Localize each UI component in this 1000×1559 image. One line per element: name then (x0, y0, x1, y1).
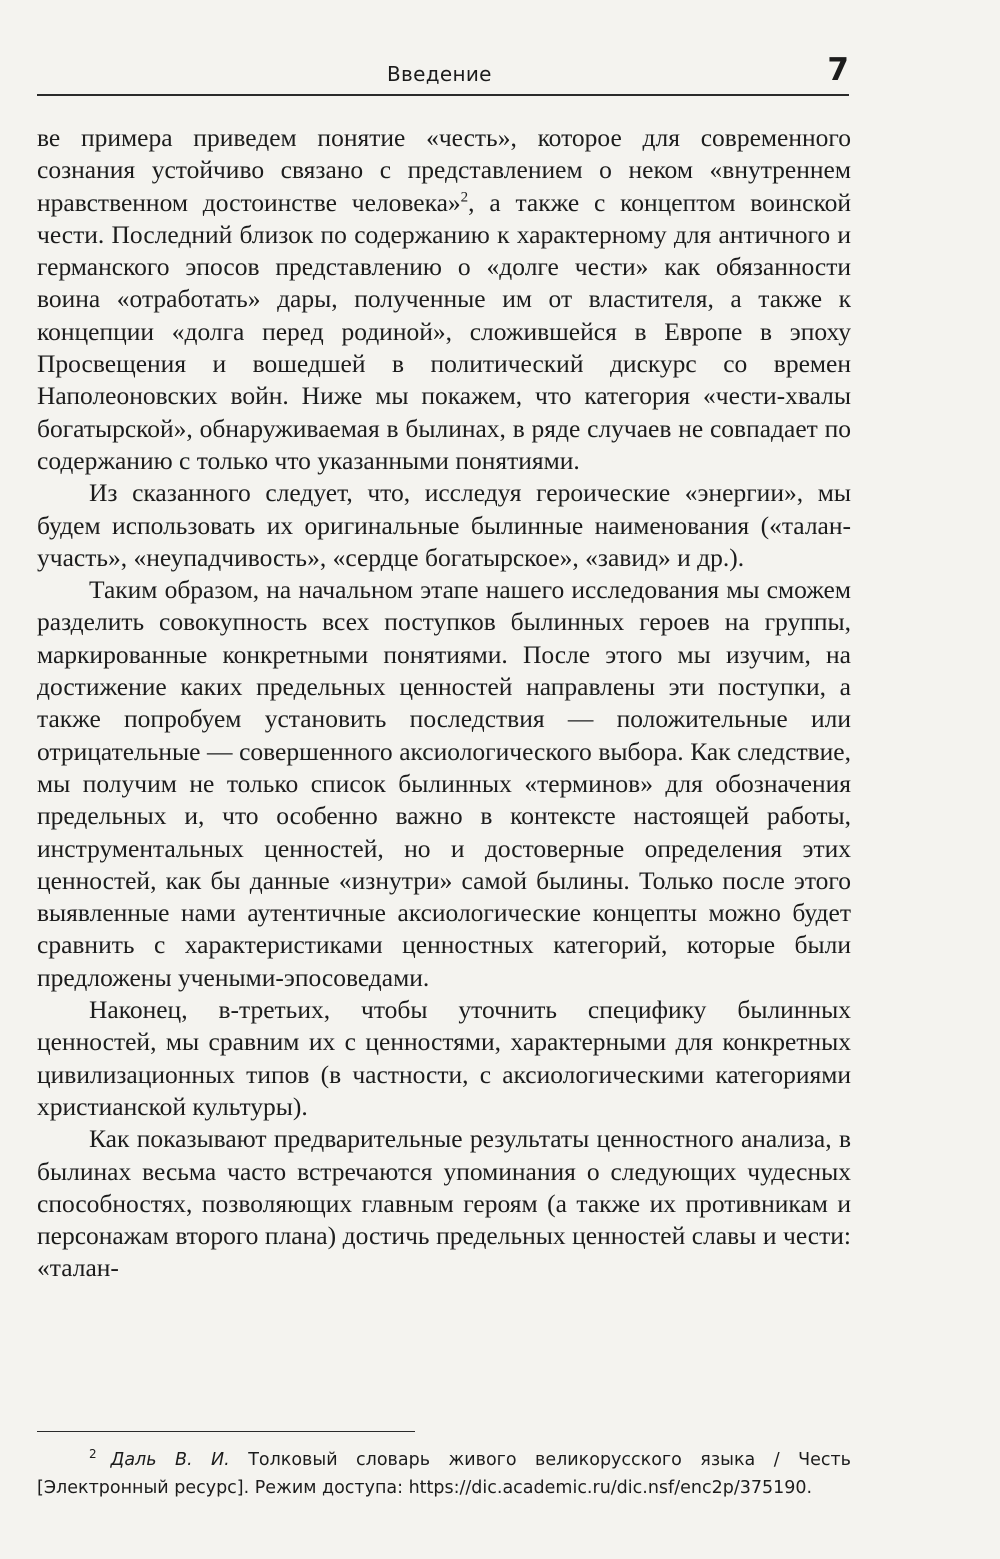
footnote-separator (37, 1431, 415, 1432)
paragraph: Таким образом, на начальном этапе нашего исследования мы сможем разделить совокупность всех поступков былинных героев на группы, маркированные конкретными понятиями. После этого мы изучим, на достижение каких предельных ценностей направлены эти поступки, а также попробуем установить последствия — положительные или отрицательные — совершенного аксиологического выбора. Как следствие, мы получим не только список былинных «терминов» для обозначения предельных и, что особенно важно в контексте настоящей работы, инструментальных ценностей, но и достоверные определения этих ценностей, как бы данные «изнутри» самой былины. Только после этого выявленные нами аутентичные аксиологические концепты можно будет сравнить с характеристиками ценностных категорий, которые были предложены учеными-эпосоведами. (37, 575, 851, 992)
footnote-text: Толковый словарь живого великорусского языка / Честь [Электронный ресурс]. Режим доступа: https://dic.academic.ru/dic.nsf/enc2p/375190. (37, 1450, 851, 1498)
body-text (37, 122, 851, 1285)
footnote-author: Даль В. И. (110, 1450, 230, 1470)
paragraph-text-after-ref: , а также с концептом воинской чести. Последний близок по содержанию к характерному для античного и германского эпосов представлению о «долге чести» как обязанности воина «отработать» дары, полученные им от властителя, а также к концепции «долга перед родиной», сложившейся в Европе в эпоху Просвещения и вошедшей в политический дискурс со времен Наполеоновских войн. Ниже мы покажем, что категория «чести-хвалы богатырской», обнаруживаемая в былинах, в ряде случаев не совпадает по содержанию с только что указанными понятиями. (37, 187, 851, 475)
footnote (37, 1446, 851, 1502)
running-head (37, 52, 849, 96)
paragraph-text-before-ref: ве примера приведем понятие «честь», которое для современного сознания устойчиво связано с представлением о неком «внутреннем нравственном достоинстве человека» (37, 123, 851, 217)
running-title: Введение (387, 62, 492, 86)
paragraph: Из сказанного следует, что, исследуя героические «энергии», мы будем использовать их оригинальные былинные наименования («талан-участь», «неупадчивость», «сердце богатырское», «завид» и др.). (37, 478, 851, 572)
paragraph: Наконец, в-третьих, чтобы уточнить специфику былинных ценностей, мы сравним их с ценностями, характерными для конкретных цивилизационных типов (в частности, с аксиологическими категориями христианской культуры). (37, 995, 851, 1121)
footnote-number: 2 (89, 1447, 97, 1462)
paragraph-continued (37, 122, 851, 477)
page-number: 7 (827, 52, 849, 88)
paragraph: Как показывают предварительные результаты ценностного анализа, в былинах весьма часто встречаются упоминания о следующих чудесных способностях, позволяющих главным героям (а также их противникам и персонажам второго плана) достичь предельных ценностей славы и чести: «талан- (37, 1124, 851, 1283)
footnote-reference[interactable]: 2 (460, 189, 469, 206)
